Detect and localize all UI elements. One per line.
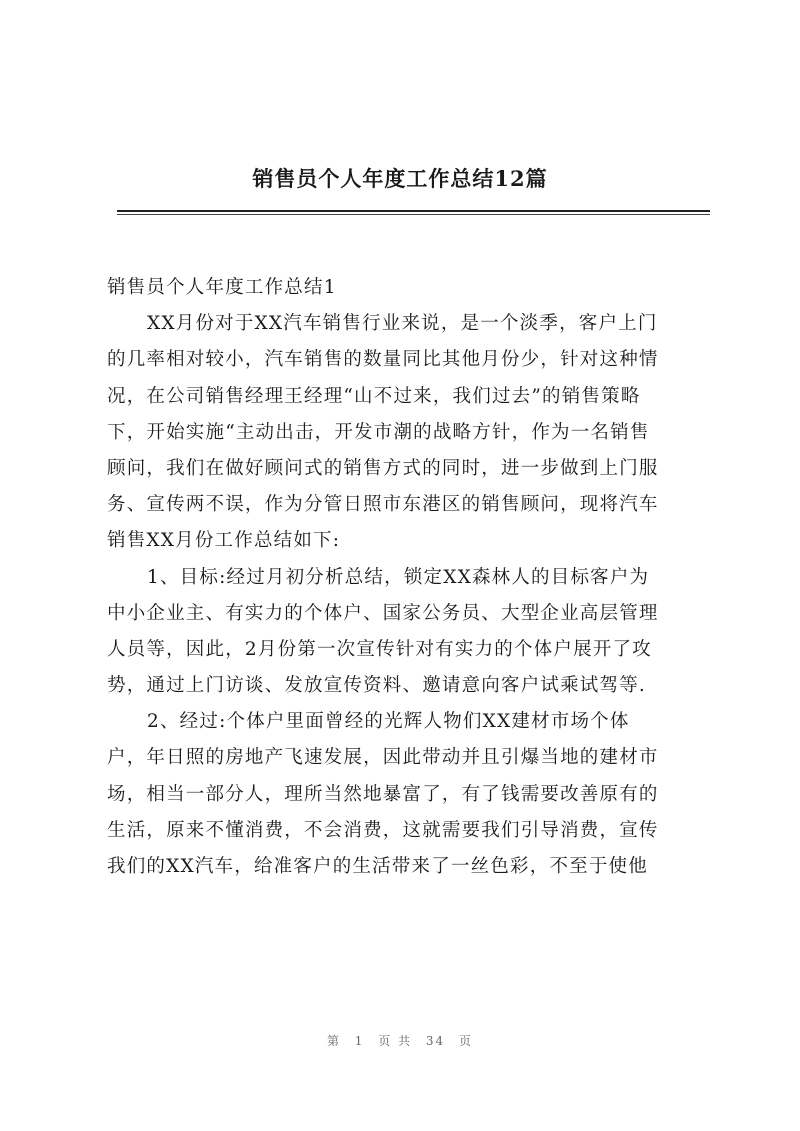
title-divider-thin	[117, 214, 710, 215]
text-line: 顾问，我们在做好顾问式的销售方式的同时，进一步做到上门服	[107, 457, 659, 479]
page-suffix: 页	[459, 1034, 474, 1048]
text-line: 势，通过上门访谈、发放宣传资料、邀请意向客户试乘试驾等.	[107, 675, 646, 697]
text-line: 我们的XX汽车，给准客户的生活带来了一丝色彩，不至于使他	[107, 856, 648, 877]
text-line: 生活，原来不懂消费，不会消费，这就需要我们引导消费，宣传	[107, 819, 659, 841]
page-footer	[0, 1032, 800, 1049]
text-line: 1、目标:经过月初分析总结，锁定XX森林人的目标客户为	[147, 566, 650, 588]
text-line: XX月份对于XX汽车销售行业来说，是一个淡季，客户上门	[147, 313, 658, 335]
text-line: 况，在公司销售经理王经理“山不过来，我们过去”的销售策略	[107, 385, 641, 407]
page-middle: 页 共	[378, 1034, 413, 1048]
page-total: 34	[425, 1034, 446, 1048]
text-line: 人员等，因此，2月份第一次宣传针对有实力的个体户展开了攻	[107, 638, 652, 660]
text-line: 2、经过:个体户里面曾经的光辉人物们XX建材市场个体	[147, 711, 630, 733]
text-line: 的几率相对较小，汽车销售的数量同比其他月份少，针对这种情	[107, 349, 659, 371]
document-body	[107, 270, 707, 885]
paragraph-lines	[107, 306, 707, 885]
document-title: 销售员个人年度工作总结12篇	[252, 166, 548, 191]
section-heading: 销售员个人年度工作总结1	[107, 277, 337, 298]
text-line: 户，年日照的房地产飞速发展，因此带动并且引爆当地的建材市	[107, 747, 659, 769]
text-line: 场，相当一部分人，理所当然地暴富了，有了钱需要改善原有的	[107, 783, 659, 805]
page-number: 1	[354, 1034, 365, 1048]
text-line: 务、宣传两不误，作为分管日照市东港区的销售顾问，现将汽车	[107, 494, 659, 516]
title-divider	[117, 210, 710, 212]
page-prefix: 第	[326, 1034, 341, 1048]
text-line: 中小企业主、有实力的个体户、国家公务员、大型企业高层管理	[107, 602, 659, 624]
text-line: 下，开始实施“主动出击，开发市潮的战略方针，作为一名销售	[107, 421, 650, 443]
text-line: 销售XX月份工作总结如下:	[107, 530, 341, 552]
